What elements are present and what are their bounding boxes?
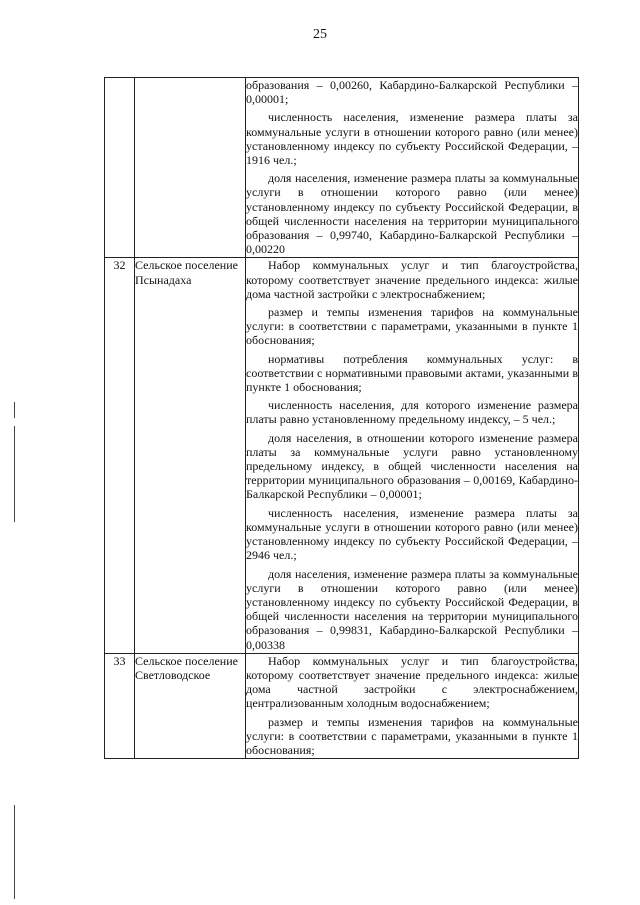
description-cell <box>246 78 579 258</box>
description-paragraph: численность населения, изменение размера платы за коммунальные услуги в отношении которого равно (или менее) установленному индексу по субъекту Российской Федерации, – 2946 чел.; <box>246 505 578 563</box>
row-number: 33 <box>105 653 135 758</box>
table-row <box>105 258 579 653</box>
data-table <box>104 77 579 759</box>
settlement-name: Сельское поселение Псынадаха <box>135 258 246 653</box>
description-paragraph: образования – 0,00260, Кабардино-Балкарской Республики – 0,00001; <box>246 78 578 107</box>
settlement-name: Сельское поселение Светловодское <box>135 653 246 758</box>
page-number: 25 <box>313 27 327 42</box>
description-paragraph: численность населения, изменение размера платы за коммунальные услуги в отношении которого равно (или менее) установленному индексу по субъекту Российской Федерации, – 1916 чел.; <box>246 110 578 168</box>
description-paragraph: Набор коммунальных услуг и тип благоустройства, которому соответствует значение предельного индекса: жилые дома частной застройки с электроснабжением; <box>246 258 578 301</box>
description-cell <box>246 653 579 758</box>
scan-margin-mark <box>14 805 15 899</box>
description-cell <box>246 258 579 653</box>
description-paragraph: Набор коммунальных услуг и тип благоустройства, которому соответствует значение предельного индекса: жилые дома частной застройки с электроснабжением, централизованным холодным водоснабжением; <box>246 653 578 711</box>
row-number: 32 <box>105 258 135 653</box>
settlement-name <box>135 78 246 258</box>
description-paragraph: размер и темпы изменения тарифов на коммунальные услуги: в соответствии с параметрами, указанными в пункте 1 обоснования; <box>246 714 578 757</box>
row-number <box>105 78 135 258</box>
table-row <box>105 653 579 758</box>
description-paragraph: численность населения, для которого изменение размера платы равно установленному предельному индексу, – 5 чел.; <box>246 398 578 427</box>
description-paragraph: доля населения, изменение размера платы за коммунальные услуги в отношении которого равно (или менее) установленному индексу по субъекту Российской Федерации, в общей численности населения на территории муниципального образования – 0,99831, Кабардино-Балкарской Республики – 0,00338 <box>246 566 578 652</box>
description-paragraph: нормативы потребления коммунальных услуг: в соответствии с нормативными правовыми актами, указанными в пункте 1 обоснования; <box>246 351 578 395</box>
scan-margin-mark <box>14 402 15 418</box>
description-paragraph: доля населения, изменение размера платы за коммунальные услуги в отношении которого равно (или менее) установленному индексу по субъекту Российской Федерации, в общей численности населения на территории муниципального образования – 0,99740, Кабардино-Балкарской Республики – 0,00220 <box>246 171 578 257</box>
description-paragraph: размер и темпы изменения тарифов на коммунальные услуги: в соответствии с параметрами, указанными в пункте 1 обоснования; <box>246 305 578 348</box>
description-paragraph: доля населения, в отношении которого изменение размера платы за коммунальные услуги равно установленному предельному индексу, в общей численности населения на территории муниципального образования – 0,00169, Кабардино-Балкарской Республики – 0,00001; <box>246 430 578 502</box>
table-row <box>105 78 579 258</box>
scan-margin-mark <box>14 426 15 522</box>
